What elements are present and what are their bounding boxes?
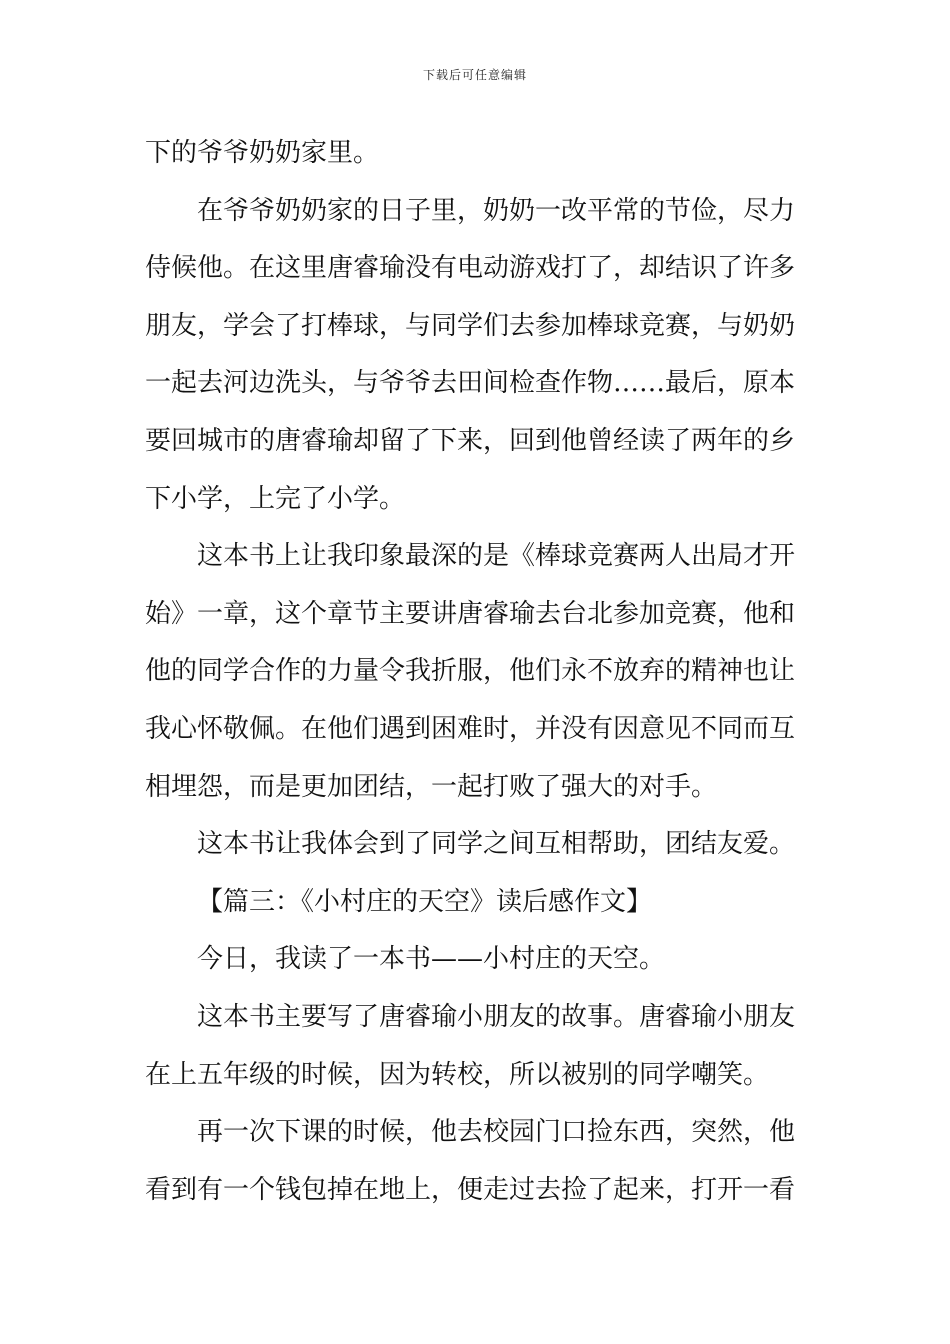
text-line: 下的爷爷奶奶家里。: [145, 138, 380, 168]
text-line: 一起去河边洗头，与爷爷去田间检查作物……最后，原本: [145, 368, 796, 399]
text-line: 在上五年级的时候，因为转校，所以被别的同学嘲笑。: [145, 1059, 770, 1090]
text-line: 朋友，学会了打棒球，与同学们去参加棒球竞赛，与奶奶: [145, 310, 796, 341]
text-line: 始》一章，这个章节主要讲唐睿瑜去台北参加竞赛，他和: [145, 598, 796, 629]
document-body: [145, 125, 805, 1219]
text-line: 再一次下课的时候，他去校园门口捡东西，突然，他: [197, 1117, 796, 1148]
text-line: 我心怀敬佩。在他们遇到困难时，并没有因意见不同而互: [145, 713, 796, 744]
text-line: 在爷爷奶奶家的日子里，奶奶一改平常的节俭，尽力: [197, 195, 796, 226]
text-line: 这本书上让我印象最深的是《棒球竞赛两人出局才开: [197, 541, 796, 572]
text-line: 他的同学合作的力量令我折服，他们永不放弃的精神也让: [145, 656, 796, 687]
text-line: 看到有一个钱包掉在地上，便走过去捡了起来，打开一看: [145, 1174, 796, 1205]
text-line: 今日，我读了一本书——小村庄的天空。: [197, 944, 666, 975]
text-line: 下小学，上完了小学。: [145, 483, 406, 514]
text-line: 要回城市的唐睿瑜却留了下来，回到他曾经读了两年的乡: [145, 425, 796, 456]
text-line: 这本书主要写了唐睿瑜小朋友的故事。唐睿瑜小朋友: [197, 1001, 796, 1032]
text-line: 侍候他。在这里唐睿瑜没有电动游戏打了，却结识了许多: [145, 253, 796, 284]
page-header-note: 下载后可任意编辑: [422, 68, 527, 82]
text-line: 这本书让我体会到了同学之间互相帮助，团结友爱。: [197, 829, 796, 860]
section-heading: 【篇三：《小村庄的天空》读后感作文】: [197, 886, 653, 917]
text-line: 相埋怨，而是更加团结，一起打败了强大的对手。: [145, 771, 718, 802]
